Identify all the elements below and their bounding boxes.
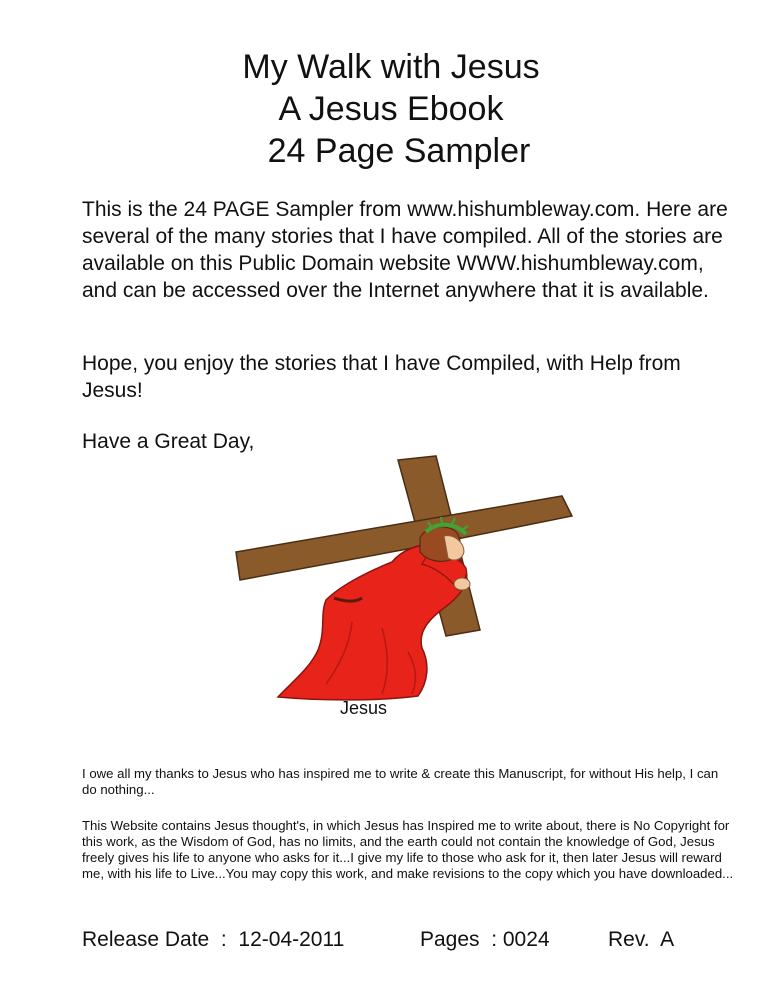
footer [82,926,722,954]
title-line-3: 24 Page Sampler [267,132,531,170]
title-line-1: My Walk with Jesus [242,48,540,86]
release-date: Release Date : 12-04-2011 [82,928,345,951]
greeting: Have a Great Day, [82,430,255,453]
intro-paragraph: This is the 24 PAGE Sampler from www.hishumbleway.com. Here are several of the many stories that I have compiled. All of the stories are available on this Public Domain website WWW.hishumbleway.com, and can be accessed over the Internet anywhere that it is available. [82,198,728,302]
thanks-paragraph: I owe all my thanks to Jesus who has inspired me to write & create this Manuscript, for without His help, I can do nothing... [82,766,719,797]
revision: Rev. A [608,928,675,951]
website-paragraph: This Website contains Jesus thought's, in which Jesus has Inspired me to write about, there is No Copyright for this work, as the Wisdom of God, has no limits, and the earth could not contain the knowledge of God, Jesus freely gives his life to anyone who asks for it...I give my life to those who ask for it, then later Jesus will reward me, with his life to Live...You may copy this work, and make revisions to the copy which you have downloaded... [82,818,734,881]
illustration-caption: Jesus [340,698,388,718]
hope-paragraph: Hope, you enjoy the stories that I have Compiled, with Help from Jesus! [82,352,681,402]
title-block [0,46,772,172]
title-line-2: A Jesus Ebook [278,90,504,128]
jesus-carrying-cross-illustration [222,452,582,707]
hands [454,578,470,590]
page-count: Pages : 0024 [420,928,550,951]
